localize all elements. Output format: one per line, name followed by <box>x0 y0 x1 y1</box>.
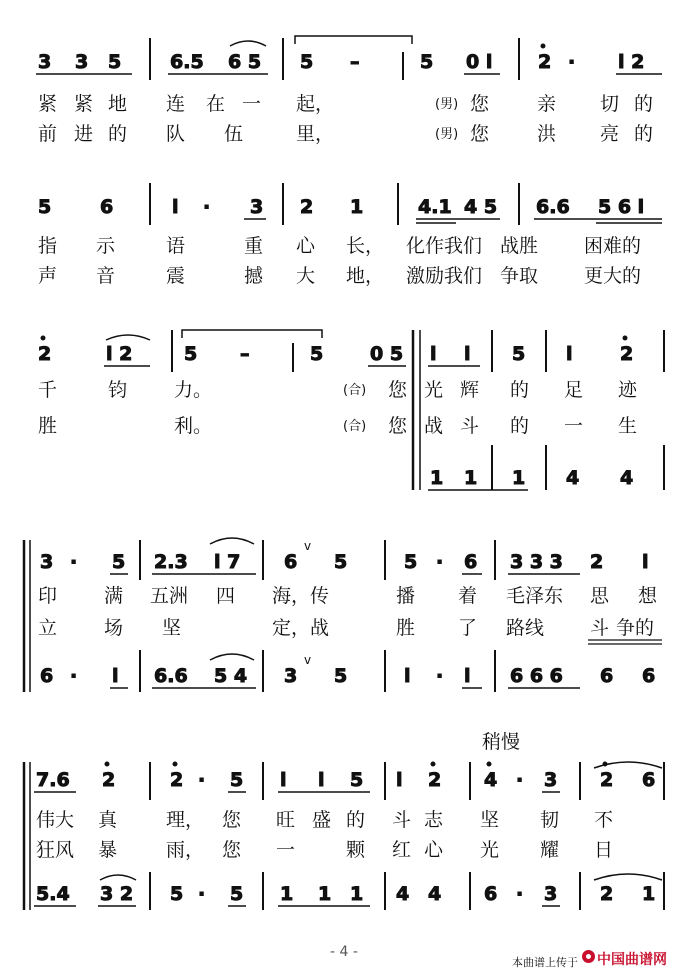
svg-text:地，: 地， <box>346 265 385 287</box>
svg-text:(合): (合) <box>343 419 367 434</box>
note: 5 <box>38 196 52 218</box>
note: 4 <box>484 769 498 791</box>
svg-text:·: · <box>198 883 206 905</box>
note: i <box>566 343 573 365</box>
svg-text:的: 的 <box>634 123 654 145</box>
svg-text:震: 震 <box>166 265 186 287</box>
svg-text:旺: 旺 <box>276 809 296 831</box>
svg-text:力。: 力。 <box>174 379 213 401</box>
svg-text:胜: 胜 <box>396 617 416 639</box>
note: 2 <box>38 343 52 365</box>
lower-voice <box>428 467 633 490</box>
note: 3 <box>40 551 54 573</box>
note: i <box>642 551 649 573</box>
svg-text:(男): (男) <box>435 127 459 142</box>
svg-text:红: 红 <box>392 839 412 861</box>
svg-text:生: 生 <box>618 415 638 437</box>
svg-text:暴: 暴 <box>98 839 118 861</box>
upload-note: 本曲谱上传于 <box>512 956 578 969</box>
svg-text:6: 6 <box>40 665 54 687</box>
svg-text:着: 着 <box>458 585 478 607</box>
svg-text:1: 1 <box>280 883 294 905</box>
svg-text:1: 1 <box>350 883 364 905</box>
svg-text:胜: 胜 <box>38 415 58 437</box>
svg-text:迹: 迹 <box>618 379 638 401</box>
system-2 <box>38 183 662 287</box>
svg-text:播: 播 <box>396 585 416 607</box>
note: 6.6 <box>536 196 570 218</box>
note: 2 <box>170 769 184 791</box>
svg-text:5.4: 5.4 <box>36 883 70 905</box>
svg-text:3 2: 3 2 <box>100 883 134 905</box>
note: 5 <box>310 343 324 365</box>
svg-text:满: 满 <box>104 585 124 607</box>
note: 7.6 <box>36 769 70 791</box>
svg-text:5: 5 <box>170 883 184 905</box>
svg-text:光: 光 <box>480 839 500 861</box>
svg-text:示: 示 <box>96 235 116 257</box>
svg-text:连: 连 <box>166 93 186 115</box>
svg-text:里，: 里， <box>296 123 335 145</box>
svg-text:地: 地 <box>108 93 128 115</box>
note: 5 <box>350 769 364 791</box>
dot: · <box>70 551 78 573</box>
svg-text:光: 光 <box>424 379 444 401</box>
svg-text:·: · <box>436 665 444 687</box>
svg-text:不: 不 <box>594 809 614 831</box>
svg-text:1: 1 <box>318 883 332 905</box>
svg-text:紧: 紧 <box>74 93 94 115</box>
svg-text:的: 的 <box>634 93 654 115</box>
note: 5 6 i <box>598 196 645 218</box>
note: 2 <box>538 51 552 73</box>
svg-text:2: 2 <box>600 883 614 905</box>
svg-text:6.6: 6.6 <box>154 665 188 687</box>
note: 2 <box>600 769 614 791</box>
svg-text:钧: 钧 <box>108 379 128 401</box>
note: 6.5 <box>170 51 204 73</box>
lyrics-verse-2 <box>36 839 613 861</box>
svg-text:五洲: 五洲 <box>150 585 189 607</box>
svg-text:语: 语 <box>166 235 186 257</box>
note: 2 <box>590 551 604 573</box>
lyrics-verse-2 <box>38 265 641 287</box>
svg-text:i: i <box>404 665 411 687</box>
svg-text:韧: 韧 <box>540 809 560 831</box>
svg-text:进: 进 <box>74 123 94 145</box>
dot: · <box>198 769 206 791</box>
svg-text:日: 日 <box>594 839 614 861</box>
svg-text:坚: 坚 <box>162 617 182 639</box>
dot: · <box>436 551 444 573</box>
svg-text:了: 了 <box>458 617 478 639</box>
note: 4.1 <box>418 196 452 218</box>
svg-text:路线: 路线 <box>506 617 545 639</box>
note: 3 <box>544 769 558 791</box>
lyrics-verse-2 <box>38 617 654 639</box>
note: 5 <box>334 551 348 573</box>
svg-text:长，: 长， <box>346 235 385 257</box>
svg-text:心: 心 <box>296 235 316 257</box>
svg-text:足: 足 <box>564 379 584 401</box>
lower-voice <box>34 883 655 906</box>
svg-text:争取: 争取 <box>500 265 539 287</box>
svg-text:队: 队 <box>166 123 186 145</box>
svg-text:(合): (合) <box>343 383 367 398</box>
svg-text:一: 一 <box>242 93 262 115</box>
svg-text:5 4: 5 4 <box>214 665 248 687</box>
svg-text:音: 音 <box>96 265 116 287</box>
note: i <box>396 769 403 791</box>
note: 5 <box>230 769 244 791</box>
svg-text:想: 想 <box>638 585 658 607</box>
note: 4 5 <box>464 196 498 218</box>
svg-text:1: 1 <box>642 883 656 905</box>
svg-text:您: 您 <box>470 93 490 115</box>
svg-text:您: 您 <box>388 379 408 401</box>
svg-text:一: 一 <box>564 415 584 437</box>
dash: – <box>240 343 250 365</box>
note: i <box>318 769 325 791</box>
svg-text:狂风: 狂风 <box>36 839 75 861</box>
lower-voice <box>40 653 655 688</box>
svg-text:的: 的 <box>510 379 530 401</box>
svg-text:前: 前 <box>38 123 58 145</box>
svg-text:在: 在 <box>206 93 226 115</box>
tempo-mark: 稍慢 <box>482 731 521 753</box>
dot: · <box>203 196 211 218</box>
lyrics-verse-1 <box>36 809 613 831</box>
svg-text:伍: 伍 <box>224 123 244 145</box>
svg-text:坚: 坚 <box>480 809 500 831</box>
svg-text:一: 一 <box>276 839 296 861</box>
svg-text:您: 您 <box>222 839 242 861</box>
dash: – <box>350 51 360 73</box>
note: 6 <box>100 196 114 218</box>
note: i 2 <box>618 51 645 73</box>
svg-text:战胜: 战胜 <box>500 235 539 257</box>
svg-text:您: 您 <box>470 123 490 145</box>
svg-text:声: 声 <box>38 265 58 287</box>
svg-text:盛: 盛 <box>312 809 332 831</box>
svg-text:定，战: 定，战 <box>272 617 330 639</box>
svg-text:的: 的 <box>510 415 530 437</box>
svg-text:毛泽东: 毛泽东 <box>506 585 564 607</box>
note: 6 <box>284 551 298 573</box>
svg-text:5: 5 <box>334 665 348 687</box>
svg-text:化作我们: 化作我们 <box>406 235 483 257</box>
svg-text:争的: 争的 <box>616 617 655 639</box>
svg-text:印: 印 <box>38 585 58 607</box>
svg-text:·: · <box>516 883 524 905</box>
note: 6 <box>642 769 656 791</box>
svg-text:的: 的 <box>346 809 366 831</box>
note: 0 5 <box>370 343 404 365</box>
svg-text:重: 重 <box>244 235 264 257</box>
svg-text:v: v <box>304 539 312 553</box>
svg-text:4: 4 <box>428 883 442 905</box>
lyrics-verse-1 <box>38 584 658 607</box>
lyrics-verse-1 <box>38 93 653 115</box>
note: 3 3 3 <box>510 551 563 573</box>
note: i 2 <box>106 343 133 365</box>
dot: · <box>568 51 576 73</box>
svg-text:指: 指 <box>38 235 58 257</box>
svg-text:利。: 利。 <box>174 415 213 437</box>
note: i <box>464 343 471 365</box>
svg-text:·: · <box>70 665 78 687</box>
svg-text:斗: 斗 <box>392 809 412 831</box>
svg-text:雨，: 雨， <box>166 839 205 861</box>
lyrics-verse-2 <box>38 415 637 437</box>
svg-text:6: 6 <box>484 883 498 905</box>
svg-text:4: 4 <box>620 467 634 489</box>
svg-text:场: 场 <box>104 617 124 639</box>
svg-text:洪: 洪 <box>537 123 557 145</box>
svg-text:立: 立 <box>38 617 58 639</box>
svg-text:6: 6 <box>600 665 614 687</box>
note: 3 <box>38 51 52 73</box>
svg-text:战: 战 <box>424 415 444 437</box>
svg-text:3: 3 <box>544 883 558 905</box>
note: 6 5 <box>228 51 262 73</box>
svg-text:您: 您 <box>388 415 408 437</box>
svg-text:大: 大 <box>296 265 316 287</box>
note: 3 <box>250 196 264 218</box>
svg-text:千: 千 <box>38 379 58 401</box>
svg-text:您: 您 <box>222 809 242 831</box>
svg-text:辉: 辉 <box>460 379 480 401</box>
svg-text:紧: 紧 <box>38 93 58 115</box>
svg-text:6: 6 <box>642 665 656 687</box>
note: 2 <box>102 769 116 791</box>
note: 3 <box>75 51 89 73</box>
system-1 <box>36 36 662 145</box>
site-logo-icon <box>582 950 595 963</box>
note: 5 <box>108 51 122 73</box>
svg-text:切: 切 <box>600 93 620 115</box>
note: i 7 <box>214 551 241 573</box>
svg-text:的: 的 <box>108 123 128 145</box>
svg-text:亲: 亲 <box>537 93 557 115</box>
svg-text:伟大: 伟大 <box>36 809 75 831</box>
note: 2 <box>620 343 634 365</box>
svg-text:(男): (男) <box>435 97 459 112</box>
svg-text:耀: 耀 <box>540 839 560 861</box>
svg-text:6 6 6: 6 6 6 <box>510 665 563 687</box>
svg-text:1: 1 <box>512 467 526 489</box>
svg-text:思: 思 <box>590 585 610 607</box>
system-5 <box>24 731 664 910</box>
lyrics-verse-2 <box>38 123 653 145</box>
note: 5 <box>404 551 418 573</box>
svg-text:亮: 亮 <box>600 123 620 145</box>
note: i <box>280 769 287 791</box>
svg-text:困难的: 困难的 <box>584 235 642 257</box>
svg-text:i: i <box>464 665 471 687</box>
note: 2 <box>428 769 442 791</box>
note: i <box>172 196 179 218</box>
note: 6 <box>464 551 478 573</box>
svg-text:颗: 颗 <box>346 839 366 861</box>
note: i <box>430 343 437 365</box>
svg-text:海，传: 海，传 <box>272 585 330 607</box>
svg-text:3: 3 <box>284 665 298 687</box>
svg-text:1: 1 <box>430 467 444 489</box>
svg-text:起，: 起， <box>296 93 335 115</box>
lyrics-verse-1 <box>38 379 638 401</box>
svg-text:激励我们: 激励我们 <box>406 265 483 287</box>
note: 2.3 <box>154 551 188 573</box>
note: 5 <box>512 343 526 365</box>
svg-text:真: 真 <box>98 809 118 831</box>
system-3 <box>38 330 664 490</box>
svg-text:i: i <box>112 665 119 687</box>
svg-text:撼: 撼 <box>244 265 264 287</box>
svg-text:心: 心 <box>424 839 444 861</box>
note: 2 <box>300 196 314 218</box>
note: 5 <box>112 551 126 573</box>
note: 5 <box>184 343 198 365</box>
svg-text:理，: 理， <box>166 809 205 831</box>
svg-text:v: v <box>304 653 312 667</box>
note: 5 <box>420 51 434 73</box>
system-4 <box>24 538 662 692</box>
site-logo-text[interactable]: 中国曲谱网 <box>597 952 667 968</box>
svg-text:四: 四 <box>216 585 236 607</box>
note: 0 i <box>466 51 493 73</box>
svg-text:斗: 斗 <box>460 415 480 437</box>
dot: · <box>516 769 524 791</box>
note: 5 <box>300 51 314 73</box>
svg-text:斗: 斗 <box>590 617 610 639</box>
lyrics-verse-1 <box>38 235 641 257</box>
note: 1 <box>350 196 364 218</box>
svg-text:5: 5 <box>230 883 244 905</box>
page-number: - 4 - <box>330 944 358 960</box>
svg-text:4: 4 <box>566 467 580 489</box>
svg-text:1: 1 <box>464 467 478 489</box>
svg-text:4: 4 <box>396 883 410 905</box>
svg-text:更大的: 更大的 <box>584 265 642 287</box>
svg-text:志: 志 <box>424 809 444 831</box>
